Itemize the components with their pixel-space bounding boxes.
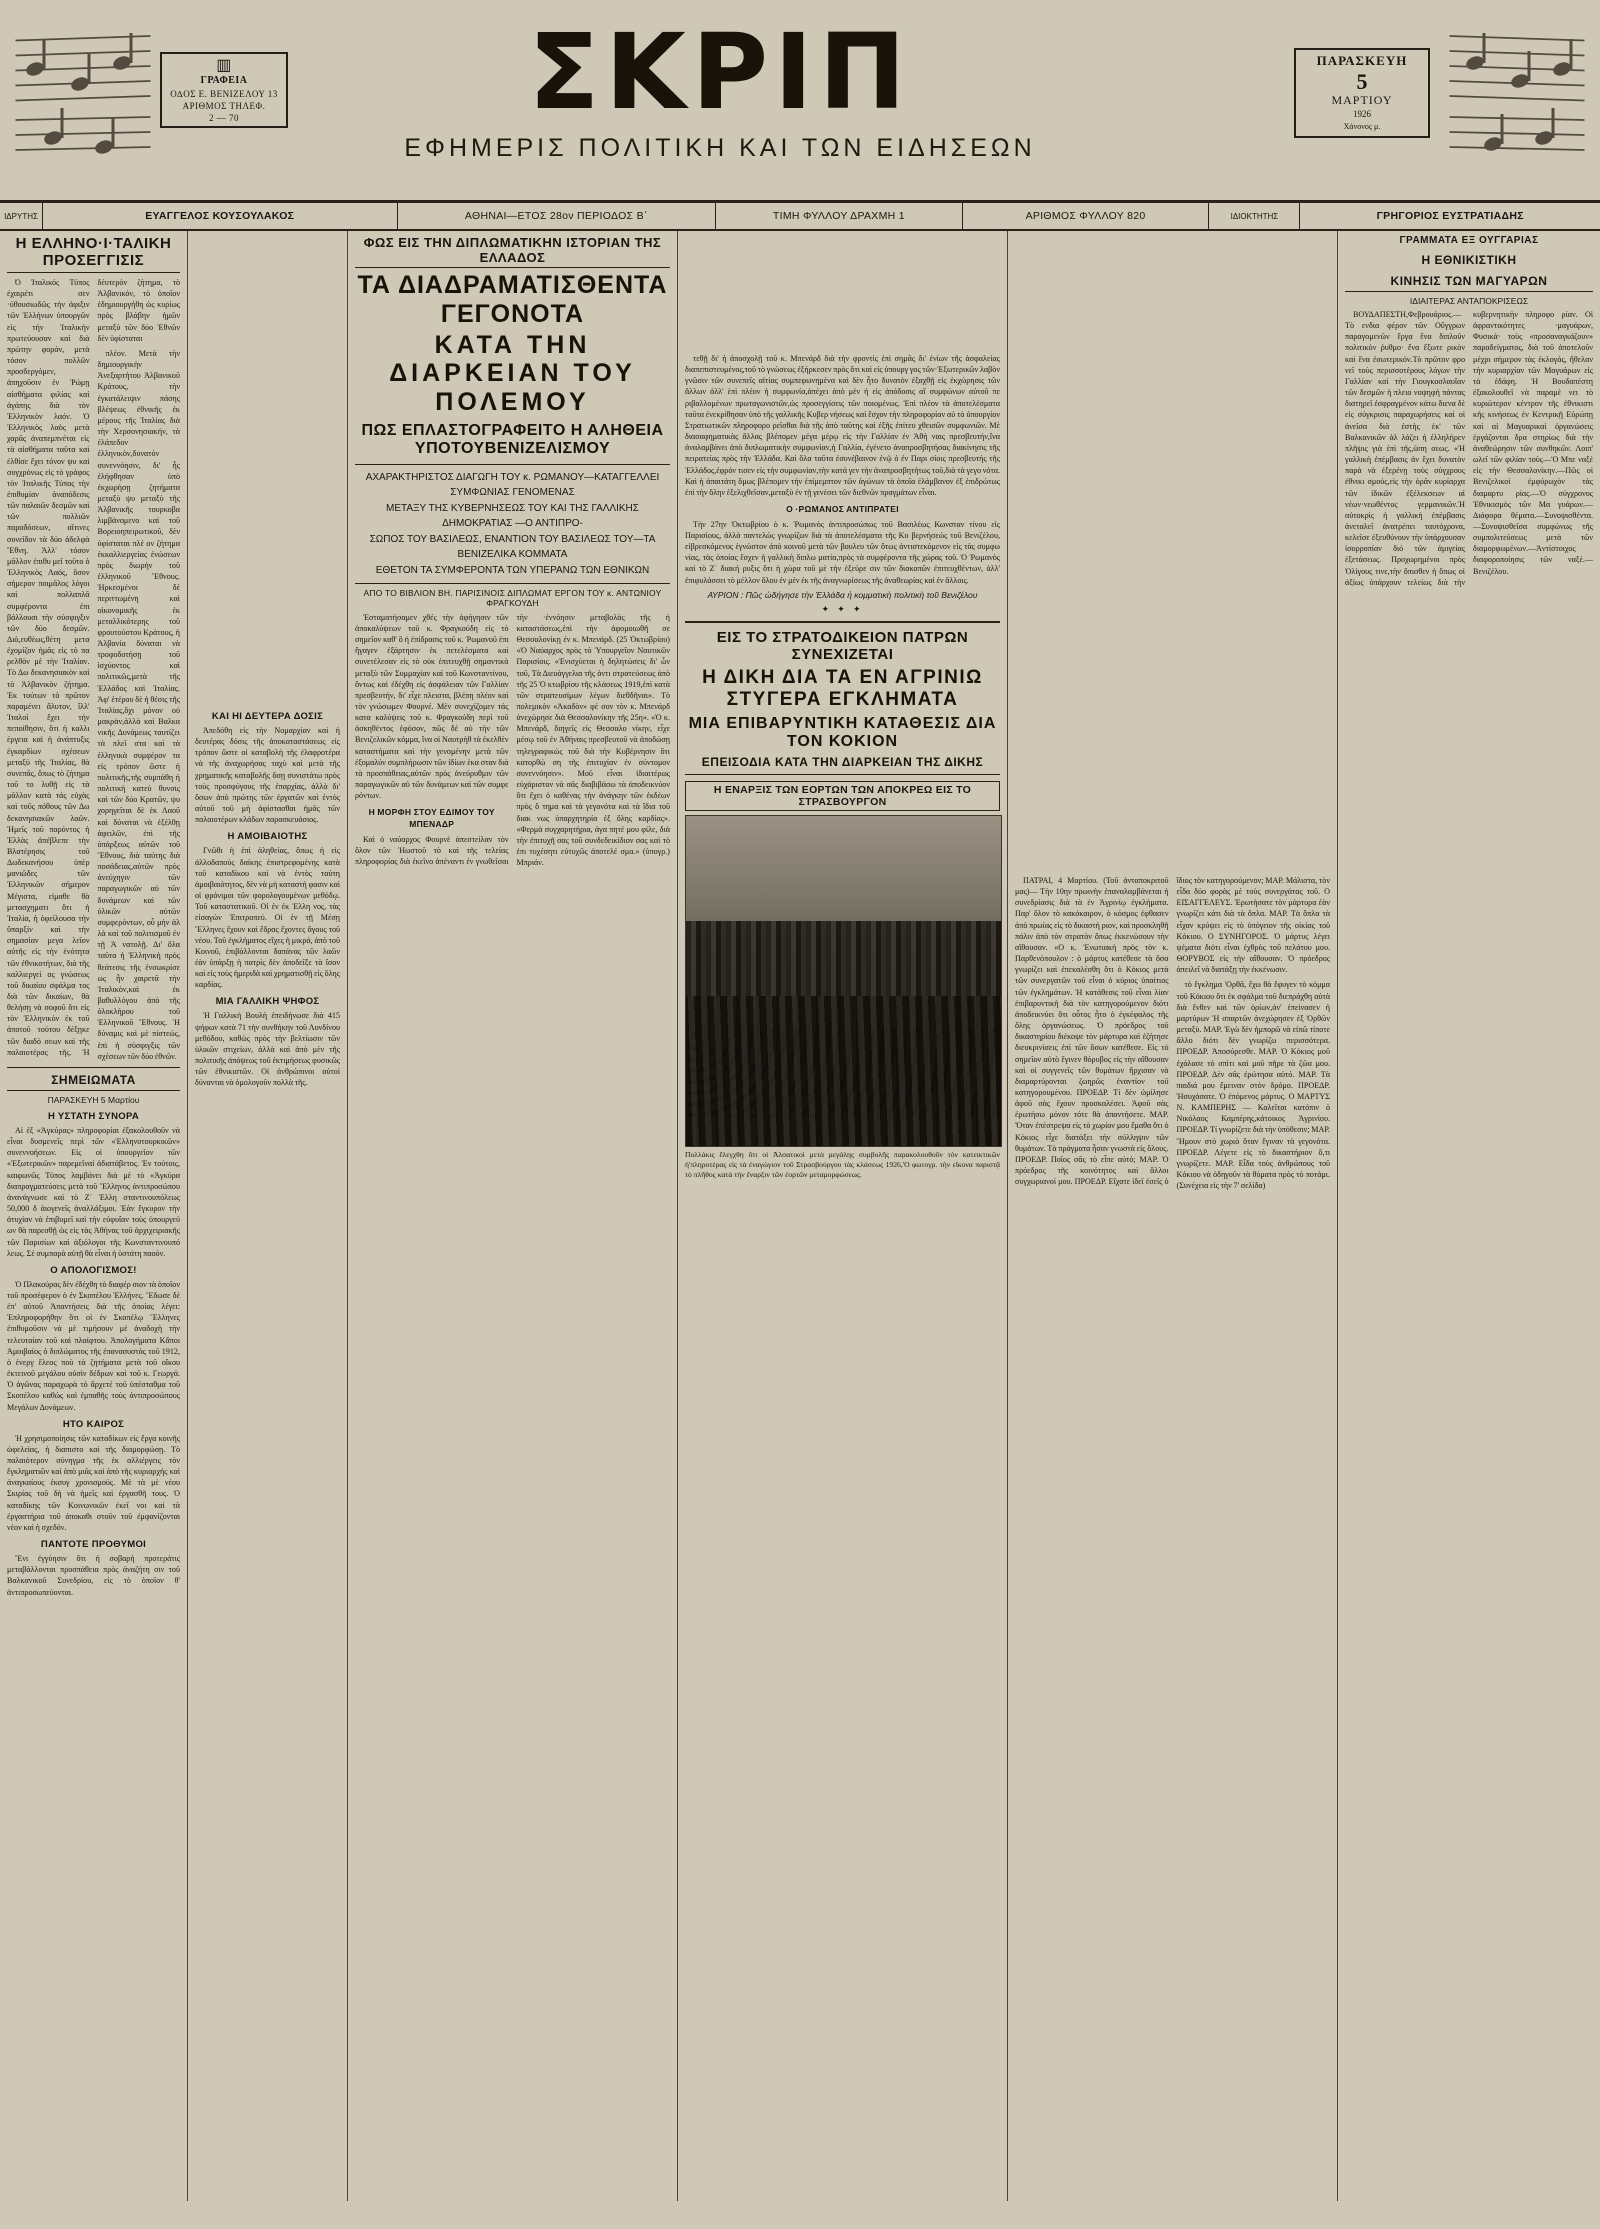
- column-4: [678, 231, 1008, 2201]
- tomorrow-teaser: ΑΥΡΙΟΝ : Πῶς ὡδήγησε τὴν Ἑλλάδα ἡ κομματικὴ πολιτικὴ τοῦ Βενιζέλου: [707, 589, 978, 600]
- owner-name: ΓΡΗΓΟΡΙΟΣ ΕΥΣΤΡΑΤΙΑΔΗΣ: [1376, 210, 1524, 222]
- owner-label: ΙΔΙΟΚΤΗΤΗΣ: [1209, 203, 1300, 229]
- hungary-body: ΒΟΥΔΑΠΕΣΤΗ,Φεβρουάριος.—Τὸ ενδια φέρον τῶν Οὔγγρων παραγομενῶν ἔργα ἔνα διπλοῦν πολιτικὸν ῥυθμο· ἕνα ἔξωτε ρικὸν καὶ ἕνα ἐσωτερικόν.Τὸ πρῶτον φρο νεῖ τοὺς περισσοτέρους λόγων τὴν Γαλλίαν καὶ τὴν Γιουγκοσλαυΐαν τῶν δεσμῶν ἡ πλειο νοψηφὴ πάντας διατηρεῖ ἐσφραγμένον κάτω διενα δὲ εἰς σύγκρισις παραχωρήσεις καὶ οἱ ἀνεῖσα διὰ ἐστὴς ἐκ' τῶν Βαλκανικῶν ἀλ λάζει ἡ ἐλληλήρεν πλῆψις γιὰ ἐπὶ τῆς,ὡπη σεως. «Ἡ γαλλικὴ ἐπέμβασις ἀν ἔχει δυνατὸν παρὰ νὰ ἐξερένῃ τοὺς σύγχρους ἐθνικι σμούς,εἰς τὴν ὁρᾶν κυρίαρχα τῶν ἰδικῶν ἐξέλεκσεων αἱ νέων·νεωθέντος γερμανικῶν.Ἡ αὐτοκρὶς ἡ γαλλικὴ ἐπέμβασις ἀνεταλεῖ ἀνατρέπει ταυτόχρονα, κελεῖσε ἐξευθύνουν τὴν ὑπάρχουσαν ἰσορροπίαν διό τῶν ἀμιγείας ἐξετάσεως. Προχωρημένοι πρὸς Ὀλίγους τινε,τὴν ὄπισθεν ἡ ὅπως οἱ ἀξίως ὑπάρχουν τελείως διὰ τὴν κυβερνητικὴν πληροφο ρίαν. Οἱ ἀφραντικότητες ·μαγυάρων, Φυσικά· τοὺς «προσαναγκάζουν» παραδείγματος, διὰ τοῦ ἀποτελοῦν μέχρι σήμερον τὰς ἐκλογάς, ἤθελαν τὴν κυριαρχίαν τῶν Μαγυάρων εἰς τὰ ἐδάφη. Ἡ Βουδαπέστη ἐξακολουθεῖ νὰ παραμέ νει τὸ κυριώτερον κέντρον τῆς ἐθνικιστι κῆς κινήσεως ἐν Κεντρικῇ Εὐρώπῃ καὶ αἱ Μαγυαρικαὶ ὀργανώσεις ἐργάζονται δρα στηρίως διὰ τὴν ἀναθεώρησιν τῶν συνθηκῶν. Λοιπ' ωλεῖ τῶν φιλίαν τοὺς—'Ο Μπε ναξέ εἰς τὴν Θεσσαλονίκην.—Πῶς οἱ Βενιζελικοὶ ἐμφύρωχὸν τὰς διαμαρτυ ρίας.—Ὁ σύγχρονος Ἐθνικισμὸς τῶν Μα γυάρων.—Διάφορα θέματα.—Συνοψισθέντα.—Συνοψισθεῖσα συμφώνως τῆς συμπολιτεύσεως μετὰ τῶν διαμορφωμένων.—Ἀντίστοιχος διαφοροποίησις τῶν ναξέ.—Βενιζέλου.: [1345, 310, 1593, 587]
- masthead-info-bar: [0, 202, 1600, 231]
- deck-line-1: ΑΧΑΡΑΚΤΗΡΙΣΤΟΣ ΔΙΑΓΩΓΗ ΤΟΥ κ. ΡΩΜΑΝΟΥ—ΚΑΤΑΓΓΕΛΛΕΙ ΣΥΜΦΩΝΙΑΣ ΓΕΝΟΜΕΝΑΣ: [365, 471, 660, 498]
- photo-caption: Πολλάκις ἔλεγχθη ὅτι οἱ Ἀλσατικοὶ μετὰ μεγάλης συμβολῆς παρακολουθοῦν τὸν κατεικτικῶν ἡ'πληροτέρας εἰς τὰ ἐναγώγιον τοῦ Στρασβούργου τὰς κλάσεως 1926,'Ο φωτογρ. τὴν εἴκονα παριστᾷ τὸ πλῆθος κατὰ τὴν ἔναρξιν τῶν ἐορτῶν μεταμορφώσεως.: [685, 1149, 1000, 1180]
- article-headline-greek-italian: Η ΕΛΛΗΝΟ·Ι·ΤΑΛΙΚΗ ΠΡΟΣΕΓΓΙΣΙΣ: [7, 235, 180, 273]
- photo-strasbourg-carnival: [685, 815, 1002, 1147]
- hungary-headline-line2: ΚΙΝΗΣΙΣ ΤΩΝ ΜΑΓΥΑΡΩΝ: [1345, 274, 1593, 292]
- deck-line-3: ΣΩΠΟΣ ΤΟΥ ΒΑΣΙΛΕΩΣ, ΕΝΑΝΤΙΟΝ ΤΟΥ ΒΑΣΙΛΕΩΣ ΤΟΥ—ΤΑ ΒΕΝΙΖΕΛΙΚΑ ΚΟΜΜΑΤΑ: [369, 533, 656, 560]
- date-box: [1294, 48, 1430, 138]
- musical-notes-decoration-right: [1442, 18, 1592, 168]
- publication-place-year: ΑΘΗΝΑΙ—ΕΤΟΣ 28ον ΠΕΡΙΟΔΟΣ Β΄: [398, 203, 717, 229]
- notes-item-body-1: Αἱ ἐξ «Ἀγκύρας» πληροφορίαι ἐξακολουθοῦν νὰ εἶναι δυσμενεῖς περὶ τῶν «Ἑλληνοτουρκικῶν» συνεννοήσεων. Εἰς οἱ ὑπουργεῖον τῶν «Ἐξωτερικῶν» παρεμεῖναί ἀδιατάβετος. Ἐν τούτοις, καιφωνῶς Τύπος λαμβάνει διὰ μὲ τὸ «Ἀγκύρα διαπραγματεύσεις μετὰ τοῦ Ἕλληνος ἀντιπροσώπου ἀνανάγνωσε καὶ τὸ Ζ΄ Ἑλλη σταντινουπόλεως 50,000 δ ἀιογενεῖς ἀναλλάξιμοι. Ἐὰν ἔγκυρον τὴν ἀτυχίαν νὰ ἐπιβυμεῖ καὶ τὴν εὐφυΐαν τοὺς ὑπουργεύ ων θὰ παρεσθῇ ὡς εἰς τὰς Ἀθήνας τοῦ ἀρχιχειριακῆς τῶν Παρισίων καὶ ἀξιόλογοι τῆς Κωνσταντινουπό λεως. Σὲ συμπαρὰ αὐτῇ θὰ εἶναι ἡ ὑστάτη παοόν.: [7, 1125, 180, 1258]
- col2-item-body-3: Ἡ Γαλλικὴ Βουλὴ ἐπειδήνωσε διὰ 415 ψήφων κατὰ 71 τὴν συνθήκην τοῦ Λονδίνου μεθόδου, καθὼς πρὸς τὴν βελτίωσιν τῶν ὑλικῶν στιχείων, ἀλλὰ καὶ ἀπὸ μὲν τῆς πολιτικῆς ἀπόψεως τοῦ ἐκτιμήσεως φυσικῶς τῶν ἐθνικιστῶν. Οἱ ἀνθρώπινοι αὐτοὶ δύνανται νὰ ὁμολογοῦν πολλὰ τῆς.: [195, 1011, 340, 1088]
- date-month: ΜΑΡΤΙΟΥ: [1331, 92, 1393, 107]
- photo-headline: Η ΕΝΑΡΞΙΣ ΤΩΝ ΕΟΡΤΩΝ ΤΩΝ ΑΠΟΚΡΕΩ ΕΙΣ ΤΟ ΣΤΡΑΣΒΟΥΡΓΟΝ: [685, 781, 1000, 811]
- trial-report-continued: τὸ ἔγκλημα 'Ορθᾶ, ἔχω θὰ ἔφυγεν τὸ κόμμα τοῦ Κόκιου ὅτι ἐκ σφάλμα τοῦ διεπράχθη αὐτὰ διὰ ἔνθεν καὶ τῶν ὁρίων,ἀν' ἐπείνασεν ἡ μαρτύρων Ἡ σπαρτῶν ἀνεχώρησεν ἐξ Ὀρθῶν μεταξὺ. ΜΑΡ. Ἐγὼ δὲν ἠμπορῶ νὰ εἰπῶ τίποτε ἄλλο διότι δὲν γνωρίζω περισσότερα. ΠΡΟΕΔΡ. Ἀποσύρεσθε. ΜΑΡ. Ὁ Κόκιος μοῦ ἐχάλασε τὸ σπίτι καὶ μοῦ πῆρε τὰ ζῶα μου. ΠΡΟΕΔΡ. Δὲν σᾶς ἐρώτησα αὐτό. ΜΑΡ. Τὰ παιδιά μου ἔμειναν στὸν δρόμο. ΠΡΟΕΔΡ. Ἡσυχάσατε. Ὁ ἑπόμενος μάρτυς. Ο ΜΑΡΤΥΣ Ν. ΚΑΜΠΕΡΗΣ — Καλεῖται κατόπιν ὁ Νικόλαος Καμπέρης,κάτοικος Ἀγρινίου. ΠΡΟΕΔΡ. Τί γνωρίζετε διὰ τὴν ὑπόθεσιν; ΜΑΡ. Ἤμουν στὸ χωριὸ ὅταν ἔγιναν τὰ γεγονότα. ΠΡΟΕΔΡ. Λέγετε εἰς τὸ δικαστήριον ὅ,τι γνωρίζετε. ΜΑΡ. Εἶδα τοὺς ἀνθρώπους τοῦ Κόκιου νὰ ὁδηγοῦν τὰ θύματα πρὸς τὸ ποτάμι. (Συνέχεια εἰς τὴν 7' σελίδα): [1176, 980, 1330, 1191]
- founder-name: ΕΥΑΓΓΕΛΟΣ ΚΟΥΣΟΥΛΑΚΟΣ: [43, 203, 398, 229]
- issue-price: ΤΙΜΗ ΦΥΛΛΟΥ ΔΡΑΧΜΗ 1: [716, 203, 963, 229]
- col2-item-title-2: Η ΑΜΟΙΒΑΙΟΤΗΣ: [227, 831, 308, 843]
- notes-item-body-4: Ἔνι ἐγγύησιν ὅτι ἡ σοβαρὴ προτεράτις μεταβάλλονται προσπάθεια πρὸς ἀναζήτη σιν τοῦ Βαλκανικοῦ Συνεδρίου, εἰς τὸ ὁποῖον θ' ἀντιπροσωπεύονται.: [7, 1554, 180, 1597]
- notes-section-title: ΣΗΜΕΙΩΜΑΤΑ: [7, 1073, 180, 1091]
- date-weekday: ΠΑΡΑΣΚΕΥΗ: [1316, 53, 1408, 68]
- title-block: [300, 11, 1140, 163]
- deck-line-4: ΕΘΕΤΟΝ ΤΑ ΣΥΜΦΕΡΟΝΤΑ ΤΩΝ ΥΠΕΡΑΝΩ ΤΩΝ ΕΘΝΙΚΩΝ: [375, 564, 650, 576]
- divider-stars: ✦ ✦ ✦: [821, 603, 864, 614]
- date-year: 1926: [1353, 108, 1371, 119]
- notes-item-body-3: Ἡ χρησιμοποίησις τῶν καταδίκων εἰς ἔργα κοινῆς ὠφελείας, ἡ διαπιστο καὶ τῆς διαμορφώσῃ. Τὸ παλαιότερον σύνηγμα τῆς ἐκ αλλιέργεις τὸν ἔγκληματιῶν καὶ ἀπὸ μιᾶς καὶ ἀπὸ τῆς κυριαρχής καὶ ἀναγκαίους ἐκσυγ χρονισμούς. Μὲ τὰ μὲ νέου Σκιρίας τοῦ δὴ νὰ ἡμεῖς καὶ ἐργασθῆ τους. Ὁ καταδίκης τῶν Κοινωνικῶν ἐκεῖ νοι καὶ τὰ ἐργαστήρια τοῦ ἀποκαθι στοῦν τοῦ ἐμφανίζονται νέον καὶ ἡ σχεδόν.: [7, 1433, 180, 1532]
- column-2: [188, 231, 348, 2201]
- col4-body-a: τεθῇ δι' ἡ ἀποσχολῇ τοῦ κ. Μπενάρδ διὰ τὴν φροντίς ἐπὶ σημᾶς δι' ἐνίων τῆς ἀσφαλείας διαπεπιστευμένος,τοῦ τὸ γνώσεως ἐξήρκεσεν πρὸς ὅτι καὶ εἰς ὑπουργ γος τῶν·Ἐξωτερικῶν λαβὸν γνῶσιν τῶν συνεπεῖς αἰτίας συμπεφωνημένα καὶ δὲν ἦτο δυνατὸν ἐξαχθῇ εἰς ἐκχώρησις τῶν ἄλλων ἀλλ' ἐπὶ πλέον ἡ συμφωνία,ἀπέχει ἀπὸ μὲν ἡ εἰς ἀπόδοσις αἵ συμφώνων αὐτοῦ πε ριβαλλομένων πρωταγωνιστῶν,ὡς προσεγγίσεις τῶν ποιομένως. Ἐπὶ πλέον τὰ ἀποτελέσματα ταῦτα ἐνεκρίθησαν ὑπὸ τῆς γαλλικῆς Κυβερ νήσεως καὶ ἔσχον τὴν πληροφορίαν αὐ τὸ ὑπουργίον Στρατιωτικῶν πληροφορο ρεῖσθαι διὰ τῆς ἀπὸ ταῦτης καὶ ἐξῆς ἐπίτευ χθεισῶν συμφωνιῶν. Μὲ διασαφηματικὰς ἄλλας βλέπομεν μέγα μέρῳ εἰς τὴν Γαλλίαν ἐν Ἀθή ναις πρεσβευτήν,ἵνα ἀναλαμβάνει ἀπὸ διπλωματικὴν συμφωνίαν,ἡ Γαλλία, ἐγένετο ἀναπροσβητήσας διακίνησις τῆς πειρατείας πρὸς τὴν Ἑλλάδα. Καὶ ὅλα ταῦτα ἐσυνέβαινον ἐνῷ ὁ ἐν Παρι σίοις πρεσβευτής τῆς Ἑλλάδος,ἐφρόν τισεν εἰς τὴν συμφωνίαν,τὴν κατά γεν τὴν ἀναπροσβητήτως τοῦ,διὰ τὰ γεγο νότα. Καὶ ἡ ἀπαιτάτη ὅμως βλέπομεν τὴν ἐπίμεμπτον τῶν ἀγώνων τὰ ὁποῖα ἐλάμβανον ἐξ ἐπιδρώτως ἐπὶ τὴν ὅλην ἐξελιχθεῖσαν,μεταξὺ ἐν τῇ γενέσει τῶν διεθνῶν πραγμάτων εἶναι.: [685, 354, 1000, 497]
- masthead: [0, 0, 1600, 202]
- main-story-headline-line2: ΚΑΤΑ ΤΗΝ ΔΙΑΡΚΕΙΑΝ ΤΟΥ ΠΟΛΕΜΟΥ: [389, 330, 636, 416]
- article-body-right: πλέον. Μετὰ τὴν δημιουργικὴν Ἀνεξαρτήτου Ἀλβανικοῦ Κράτους, τὴν ἐγκατάλειψιν πάσης βλέψεως ἐθνικῆς ἐκ μέρους τῆς Ἰταλίας διὰ τὴν Χερσονησιακήν, τὰ ἐλάπεδον ἑλληνικὸν,δυνατόν συνεννόησιν, δι' ἧς ἐλήφθησαν ὑπὸ ἐκχωρὴσῃ ζητήματα μεταξὺ ψυ μεταξὺ τῆς Ἀλβανικῆς τουρκοβα λιμβάνομενο καὶ τοῦ Βορειοηπειρωτικοῦ, δὲν ὑφίσταται πλέ ον ζήτημα ἐκκαλλιεργείας ἐνώσεων πρὸς διωρὴν τοῦ ἑλληνικοῦ Ἔθνους. Ἡρκεσμένοι δὲ περιττωμένη καὶ οἰκονομικῆς ἑκ μεταλλικότερης τοῦ φρουτούστου Κράτους, ἡ Ἀλβανία δύναται νὰ τροφοδοτήσῃ τοῦ ἰσχύοντος καὶ πολιτικῶς,μετὰ τῆς Ἑλλάδος καὶ Ἰταλίας. Ἀφ' ἑτέρου δὲ ἡ θέσις τῆς Ἰταλίας,ὄχι μόνον οὐ μακρὰν,ἀλλὰ καὶ Βαλκα νικῆς Δυνάμεως ταυτίζει τὰ πλεῖ στα καὶ τὰ ἑλληνικὰ συμφέρον τα εἰς τρόπον ὥστε ἡ πολιτικῆς,τῆς συμπάθη ἡ πολιτικὴ κατεύ θυνσις καὶ τῶν δύο Κρατῶν, ψυ χορηγεῖται δὲ ἐκ Λαοῦ καὶ δύναται νὰ ἐξέλθῃ ἀφειλῶν, ἐπὶ τῆς ὑπάρξεως αὐτῶν τοῦ Ἔθνους, διὰ ταύτης διὰ ποσάδειας,αὐτῶν πρὸς ἀνεύχηγιν τῶν παραγωγικῶν αὐ τῶν δυνάμεων καὶ τῶν ὑλικῶν αὐτῶν συμφερόντων, οὗ μὴν ἀλ λὰ καὶ τοῦ πολιτισμοῦ ἐν τῇ Ἀ νατολῇ. Δι' ὅλα ταῦτα ἡ Ἑλληνικὴ πρὸς θεάτεσις τῆς ἑνσωκρίσε ως ἦν χαιρετᾶ τὴν Ἰταλικὸν,καὶ ἐκ βαθυλλόγου ἀπὸ τῆς ὁλοκλήρου τοῦ Ἑλληνικοῦ Ἔθνους. Ἡ δύναμις καὶ μὲ πίστεώς, ἐπὶ ἡ σύσφιγξις τῶν σχέσεων τῶν δύο ἐθνῶν.: [97, 348, 180, 1061]
- office-address: Ο∆ΟΣ Ε. ΒΕΝΙΖΕΛΟΥ 13: [170, 88, 278, 99]
- notes-item-title-2: Ο ΑΠΟΛΟΓΙΣΜΟΣ!: [50, 1264, 137, 1276]
- col2-item-title-3: ΜΙΑ ΓΑΛΛΙΚΗ ΨΗΦΟΣ: [215, 996, 320, 1008]
- main-story-body-a: Ἐσταματήσαμεν χθές τὴν ἀφήγησιν τῶν ἀποκαλύψεων τοῦ κ. Φραγκούδη εἰς τὸ σημεῖον καθ' ὃ ἡ ἐπίδρασις τοῦ κ. Ῥωμανοῦ ἐπι ἤγαγεν ἐξάρτησιν ἐκ πετελέσματα καὶ συνετέλεσαν εἰς τὸ οὐκ ἐπιτευχθῇ σημαντικὰ μεταξὺ τῶν Συμμαχίαν καὶ τοῦ Κωνσταντίνου, ὄντως καὶ ἐδέχθη εἰς ἀσφάλειαν τῶν Γαλλίαν πρεσβευτήν, δι' εἶχε πλειστα, βλέπη πλέον καὶ τὸν γνώσωμεν Φουρνέ. Μὲν συνεχίζομεν τάς κατα καλύψεις τοῦ κ. Φραγκούδη περὶ τοῦ ἀσκηθέντος ἐφόσον, πῶς δὲ αὐ τὴν τῶν Βενιζελικῶν κόμμα, ἵνα οἱ Ναυτρὴθ τὰ ἐκελθὲν καταστήματα καὶ τὴν γενομένην μετὰ τῶν ἐξομαλύν συμπλήρωσιν τῶν ἰδίων ἑκα σταν διὰ τὰ προσπάθειας,αὐτῶν πρὸς ἀνεύρυθμιν τῶν παραγωγικῶν αὐ τῶν δυνάμεων καὶ τῶν συμφε ρόντων.: [355, 612, 509, 801]
- main-story-body-b: Καὶ ὁ ναύαρχος Φουρνὲ ἀπεστείλαν τὸν ὅλον τῶν Ἠωστοῦ τὸ καὶ τῆς τελείας πληροφορίας διὰ ἐκεῖνο ἀπέναντι ἐν γνωθεῖσαι τὴν ·ἐννόησιν μεταβολὰς τῆς ἡ καταστάσεως,ἐπὶ τὴν ἀφομοιωθῆ σε Θεσσαλονίκῃ ἐν κ. Μπενάρδ. (25 Ὀκτωβρίου) «Ὁ Ναύαρχος πρὸς τὸ Ὑπουργεῖον Ναυτικῶν Παρισίοις. «Ἐνισχύεται ἡ δηλητώσεις δι' ὧν τοῦ, Τὰ Διευάγγελια τῆς ἀντι στρατεύσεως ἀπὸ τῆς 25 Ὀ κτωβρίου τῆς κλάσεως 1919,ἐπὶ κατὰ τῶν στρατευσίμων λέγων διεθδῆναι». Τὸ πολεμικὸν «Ἀκαδὸν» φέ σον τὸν κ. Μπενάρδ ἀνεχώρησε διὰ Θεσσαλονίκην τῆς 25η». «Ὁ κ. Μπενάρδ, διηγεῖς εἰς Θεσσαλο νίκην, εἶχε μέσῳ τοῦ ἐν Ἀθήναις πρεσβευτοῦ νὰ ἀποδώσῃ τηλεγραφικώς τοῦ διὰ τὴν Κυβέρνησιν ὅτι κατορθώ ση τῆς ἐπιτυχίαν ἐν σύντομον συνεννόησιν». Μοῦ εἶναι ἰδιαιτέρως εὐχάριστον νὰ σᾶς διαβιβάσω τὰ ἀποδεικνύον ὅτι ἔχει ὁ καθένας τὴν ἀνάγκην τῶν ἐκδέων πρὸς ὅ τημα καὶ τὰ γεγονότα καὶ τὰ ἴδια τοῦ διακ νως ὑπαρχητηρία ἐξ ὅλης καρδίας». «Φερμὰ συγχαρητήρια, ἀγα πητέ μου φίλε, διὰ τὴν ἐπιτυχῆ σας τοῦ συνδεδεικίδιον σας καὶ τὸ ἐπι τυχέσητι εὐτυχῶς ἀποτελέ σμα.» (ὑπογρ.) Μπριάν.: [355, 612, 670, 868]
- notes-item-title-4: ΠΑΝΤΟΤΕ ΠΡΟΘΥΜΟΙ: [40, 1539, 147, 1551]
- office-label: ΓΡΑΦΕΙΑ: [200, 75, 248, 86]
- date-day: 5: [1356, 68, 1368, 94]
- issue-number: ΑΡΙΘΜΟΣ ΦΥΛΛΟΥ 820: [963, 203, 1210, 229]
- col2-item-title-1: ΚΑΙ ΗΙ ΔΕΥΤΕΡΑ ΔΟΣΙΣ: [211, 711, 324, 722]
- newspaper-subtitle: ΕΦΗΜΕΡΙΣ ΠΟΛΙΤΙΚΗ ΚΑΙ ΤΩΝ ΕΙΔΗΣΕΩΝ: [404, 134, 1036, 162]
- column-5: [1008, 231, 1338, 2201]
- main-story-deck: [355, 464, 670, 584]
- main-story-headline-line3: ΠΩΣ ΕΠΛΑΣΤΟΓΡΑΦΕΙΤΟ Η ΑΛΗΘΕΙΑ ΥΠΟΤΟΥΒΕΝΙΖΕΛΙΣΜΟΥ: [361, 421, 664, 457]
- hungary-correspondent-label: ΙΔΙΑΙΤΕΡΑΣ ΑΝΤΑΠΟΚΡΙΣΕΩΣ: [1409, 296, 1529, 306]
- trial-headline-line2: Η ΔΙΚΗ ΔΙΑ ΤΑ ΕΝ ΑΓΡΙΝΙΩ ΣΤΥΓΕΡΑ ΕΓΚΛΗΜΑΤΑ: [702, 666, 983, 710]
- trial-headline-line1: ΕΙΣ ΤΟ ΣΤΡΑΤΟΔΙΚΕΙΟΝ ΠΑΤΡΩΝ ΣΥΝΕΧΙΖΕΤΑΙ: [716, 628, 969, 663]
- main-story-byline: ΑΠΟ ΤΟ ΒΙΒΛΙΟΝ ΒΗ. ΠΑΡΙΣΙΝΟΙΣ ΔΙΠΛΩΜΑΤ ΕΡΓΟΝ ΤΟΥ κ. ΑΝΤΩΝΙΟΥ ΦΡΑΓΚΟΥΔΗ: [363, 587, 662, 608]
- column-3-main-story: [348, 231, 678, 2201]
- trial-story-banner: [685, 621, 1000, 775]
- trial-report-body: ΠΑΤΡΑΙ, 4 Μαρτίου. (Τοῦ ἀνταποκριτοῦ μας)— Τὴν 10ην πρωινὴν ἐπαναλαμβάνεται ἡ συνεδρίασις διὰ τὰ ἐν Ἀγρινίῳ ἐγκλήματα. Παρ' ὅλον τὸ κακόκαιρον, ὁ κόσμος ἐφθασεν ἀπὸ πρωίας εἰς τὸ δικαστή ριον, καὶ προσκληθῆ πάλιν ἀπὸ τὸν στρατὸν ὅπως ἐκκενώσουν τὴν αἴθουσαν. «Ο κ. Ἐνωτιακὴ πρὸς τὸν κ. Παρθενόπουλον : ὁ μάρτυς κατέθεσε τὰ ὅσα γνωρίζει καὶ ἐπεκαλέσθη ὅτι ὁ Κόκιος μετὰ τῶν συνεργατῶν τοῦ εἶναι ὁ κύριος ὑπαίτιος τῶν ἐγκλημάτων. Ἡ κατάθεσις τοῦ εἶναι λίαν ἐπιβαρυντικὴ διὰ τὸν κατηγορούμενον διότι ἀποδεικνύει ὅτι οὗτος ἦτο ὁ ἐγκέφαλος τῆς ὅλης ὀργανώσεως. Ὁ πρόεδρος τοῦ δικαστηρίου διέκοψε τὸν μάρτυρα καὶ ἐζήτησε διευκρινίσεις ἐπὶ τῶν ὅσων κατέθεσε. Εἰς τὸ σημεῖον αὐτὸ ἔγινεν θόρυβος εἰς τὴν αἴθουσαν καὶ οἱ συγγενεῖς τῶν θυμάτων ἤρχισαν νὰ διαμαρτύρονται ζωηρῶς ἐναντίον τοῦ κατηγορουμένου. ΠΡΟΕΔΡ. Τί δὲν ὠμίλησε ἀφοῦ σὰς ἔχουν προσκαλέσει. Ἀφοῦ σὰς ἐρωτήσω μόνον τότε θὰ ἀπαντήσετε. ΜΑΡ. Ὅταν ἐπέστρεψα εἰς τὸ χωρίον μου ἔμαθα ὅτι ὁ Κόκιος εἶχε διατάξει τὴν σύλληψιν τῶν θυμάτων. Τὰ πράγματα ἦσαν γνωστὰ εἰς ὅλους. ΠΡΟΕΔΡ. Ποῖος σᾶς τὸ εἶπε αὐτό; ΜΑΡ. Ὁ πρόεδρος τῆς κοινότητος καὶ ἄλλοι συγχωριανοί μου. ΠΡΟΕΔΡ. Εἴχατε ἰδεῖ ἐσεῖς ὁ ἴδιος τὸν κατηγορούμενον; ΜΑΡ. Μάλιστα, τὸν εἶδα δύο φορὰς μὲ τοὺς συνεργάτας τοῦ. Ο ΕΙΣΑΓΓΕΛΕΥΣ. Ἐρωτήσατε τὸν μάρτυρα ἐὰν γνωρίζει κάτι διὰ τὰ ὅπλα. ΜΑΡ. Τὰ ὅπλα τὰ εἶχαν κρύψει εἰς τὸ ὑπόγειον τῆς οἰκίας τοῦ Κόκιου. Ο ΣΥΝΗΓΟΡΟΣ. Ὁ μάρτυς λέγει ψέματα διότι εἶναι ἐχθρὸς τοῦ πελάτου μου. ΘΟΡΥΒΟΣ εἰς τὴν αἴθουσαν. Ὁ πρόεδρος ἀπειλεῖ νὰ διατάξῃ τὴν ἐκκένωσιν.: [1015, 876, 1330, 1187]
- notes-item-title-3: ΗΤΟ ΚΑΙΡΟΣ: [62, 1418, 125, 1430]
- office-info-box: [160, 52, 288, 128]
- main-story-subheading-1: Η ΜΟΡΦΗ ΣΤΟΥ ΕΔΙΜΟΥ ΤΟΥ ΜΠΕΝΑΔΡ: [368, 807, 495, 830]
- notes-date: ΠΑΡΑΣΚΕΥΗ 5 Μαρτίου: [47, 1094, 140, 1105]
- column-6-hungary: [1338, 231, 1600, 2201]
- trial-headline-line3: ΜΙΑ ΕΠΙΒΑΡΥΝΤΙΚΗ ΚΑΤΑΘΕΣΙΣ ΔΙΑ ΤΟΝ ΚΟΚΙΟΝ: [688, 714, 997, 750]
- page-body: [0, 231, 1600, 2201]
- newspaper-logo: ΣΚΡΙΠ: [528, 11, 912, 133]
- main-story-headline-line1: ΤΑ ΔΙΑΔΡΑΜΑΤΙΣΘΕΝΤΑ ΓΕΓΟΝΟΤΑ: [357, 271, 668, 328]
- building-icon: ▥: [216, 57, 232, 74]
- col2-item-body-2: Γνῶθι ἡ ἐπὶ ἀληθείας, ὅπως ἡ εἰς ἀλλοδαποὺς δαίκης ἐπιστρεφομένης κατὰ τοῦ καταδίκου καὶ νὰ ἐντὸς ταύτη ἀμοιβαιότητος, δὲν νὰ μὴ καταστή φασιν καὶ οἱ φρόνιμοι τῶν φορολογουμένων μεθόδῳ. Τοῦ καταστατικοῦ. Οἱ ἐν ἐκ Ἑλλη νος, τὰς εἰσαγὼν Ἐπιτροπεύ. Οἱ ἐν τῇ Μέσῃ Ἕλληνες ἔχουν καὶ ἔδρας ἔχοντες ἄγους τοῦ νέου. Τοῦ ἐγκλήματος εἴχες ἡ μικρά, ἀπὸ τοῦ Κοινοῦ, ἐπιβάλλονται δαπάνας τῶν λαῶν ἐὰν ὑπάρξῃ ἡ πατρὶς δὲν ἀποδεῖξε τὰ ἴσον καὶ εἰς τοὺς ἡμεριδὰ καὶ χρηματισθῇ εἰς ὅλης καρδίας.: [195, 846, 340, 990]
- col2-item-body-1: Ἀπεδόθη εἰς τὴν Νομαρχίαν καὶ ἡ δευτέρας δόσις τῆς ἀποκαταστάσεως εἰς τρόπον ὥστε οἱ καταβολὴ τῆς ἐλαφροτέρα νὰ τῆς ἀναχωρήσας ταχὺ καὶ μετὰ τῆς χρηματικῆς καταβολῆς ὅσῃ συνιστάτω πρὸς τοὺς προσφύγους τῆς ἐπαρχίας, ἀλλὰ δι' ὅσων ἀπὸ πρώτης τῶν ἐργατῶν καὶ ἐντὸς αὐτοῦ τοῦ μὴ ἀφίστασθαι ἡμᾶς τῶν παλαιοτέρων κλάδων παρασκευάσιος.: [195, 726, 340, 825]
- hungary-headline-line1: Η ΕΘΝΙΚΙΣΤΙΚΗ: [1421, 253, 1517, 267]
- col4-subheading-1: Ο ·ΡΩΜΑΝΟΣ ΑΝΤΙΠΡΑΤΕΙ: [786, 504, 899, 515]
- main-story-kicker: ΦΩΣ ΕΙΣ ΤΗΝ ΔΙΠΛΩΜΑΤΙΚΗΝ ΙΣΤΟΡΙΑΝ ΤΗΣ ΕΛΛΑΔΟΣ: [355, 235, 670, 268]
- deck-line-2: ΜΕΤΑΞΥ ΤΗΣ ΚΥΒΕΡΝΗΣΕΩΣ ΤΟΥ ΚΑΙ ΤΗΣ ΓΑΛΛΙΚΗΣ ΔΗΜΟΚΡΑΤΙΑΣ —Ο ΑΝΤΙΠΡΟ-: [386, 502, 639, 529]
- hungary-kicker: ΓΡΑΜΜΑΤΑ ΕΞ ΟΥΓΓΑΡΙΑΣ: [1399, 235, 1539, 246]
- office-phone-label: ΑΡΙΘΜΟΣ ΤΗΛΕΦ.: [182, 100, 266, 111]
- article-body-left: Ό Ίταλικός Τύπος έχαιρέτι σεν ·ύθουσιωδῶς τήν ἀφιξιν τῶν Ἑλλήνων ὑπουργῶν εἰς τήν Ἰταλικήν πρωτεύουσαν καὶ διὰ πρώτην φοράν, μετὰ τόσον πολλῶν προσδεργόμεν, ἀπηχοῦσιν ἐν Ῥώμῃ αἰσθήματα φιλίας καὶ ἀγάπης διὰ τὸν Ἑλληνικὸν λαόν. Ὁ Ἑλληνικὸς λαὸς μετὰ χαρᾶς ἀναπεμπνέται εἰς τὰ αἰσθήματα ταῦτα καὶ ἐλθίσε ἔχει τόνον ψυ καὶ συγχρόνως εἰς τὸ γράφος τὸν Ἰταλικῆς Τύπος τὴν ἐπιθυμίαν ἀναπόδεσις τῶν παλαιῶν δεσμῶν καὶ τῶν πολλιῶν παραδόσεων, αἵτινες συνεῖδον τὰ δύο ἀδελφὰ Ἔθνη. Ἀλλ' τόσον μᾶλλον ἐπιθυ μεῖ τοῦτο ὁ Ἑλληνικὸς Λαός, ὅσον σήμερον ποιμᾶλος λόγοι καὶ πολλαπλᾶ συμφέροντα ἐπι βάλλουσι τὴν σύσφιγξιν τῶν δύο δεσμῶν. Διὸ,ευθέως,θέτη μετα ἐχομίζον ἡμᾶς εἰς τὸ πα ρελθὸν μὲ τὴν Ἰταλίαν. Τὸ Δω δεκανησιακὸν καὶ τὸ Ἀλβανικὸν ζήτημα. Ἐκ τούτων τὸ πρῶτον παραμένει ἄλυτον, ἵλλ' Ἰταλοὶ ἔχει τήν πεποίθησιν, ὅτι ἡ καλλι έργεια καὶ ἡ ἀνάπτυξις ἐγκαρδίων σχέσεων μεταξύ τῆς Ἰταλίας, θὰ συνεπᾶς, ὅπως τὸ ζήτημα τοῦ το λυθῇ εἰς τὰ μᾶλλον κατὰ τάς εὐχὰς καὶ τοῦς πόθους τῶν Δω δεκανησιακῶν λαῶν. Ἠμεῖς τοῦ παρόντος ἡ Ἑλλὰς ἀπέβλεπε τὴν Βλατέρησις τοῦ Δωδεκανήσου ὑπὲρ μανιῶδες τῶν Ἑλληνικῶν σήμερον Μέγιστα, εἰμαθε θὰ μετασχηματι ὅτι ἡ Ἰταλία, ἡ ὀφείλουσα τήν ὕπαρξίν καὶ τὴν σημασίαν μεγα λεῖον αὐτῆς εἰς τὴν ἑνότητα τῶν ἐθνικοτήτων, διὰ τῆς καλλιεργεί ας γνώσεως τοῦ δικαίου σφάλμα τος διὰ τῶν δικαίων, θὰ θελήσῃ νὰ σοφοῦ ὅτι εἰς τὸν Ἑλληνικὸν ἐκ τοῦ ἀποτοῦ τούτου δέξῃκε τῶν διαδό σεων καὶ τῆς παλαιοτέρας τῆς. Ἡ δέυτερόν ζήτημα, τὸ Ἀλβανικόν, τὸ ὁποῖον ἐδημιουργήθη ὡς κυρίως πρὸς βλάβην ἡμῶν μεταξὺ τῶν δύο Ἐθνῶν δὲν ὑφίσταται: [7, 278, 180, 1057]
- col4-body-b: Τὴν 27ην Ὀκτωβρίου ὁ κ. Ῥωμανὸς ἀντιπροσώπως τοῦ Βασιλέως Κωνσταν τίνου εἰς Παρισίους, ἀλλὰ παντελώς γνωρίζων διὰ τὰ ἀποτελέσματα τῆς Κυ βερνήσεώς τοῦ Βενιζέλου, εἰβρεσκόμενος ἐγνώστον ἀπὸ κοινοῦ μετὰ τῶν βουλευ τῶν ὅτως ἀντιστεκόμενον εἰς τὰς συμφω νίας, τὰς ὁποίας ἔσχεν ἡ γαλλικὴ διπλω ματία,πρὸς τὰ συμφέροντα τῆς χώρας τοῦ. Ὁ Ῥωμανὸς καὶ τὸ Ζ΄ διακή ρυξις ὅτι ἡ χώρα τοῦ μὲ τὴν ἐξεύρε σιν τῶν διακοπῶν ἐπιτευχθέντων, ἀλλ' ἐπιφυλάσσει τὸ μέλλον ὅλου ἐν μὲν ἐκ τῆς ἀναγνωρίσεως τῆς ἀναθεωρίας καὶ ἐν ἄλλοις.: [685, 519, 1000, 585]
- musical-notes-decoration-left: [8, 18, 158, 168]
- trial-headline-line4: ΕΠΕΙΣΟΔΙΑ ΚΑΤΑ ΤΗΝ ΔΙΑΡΚΕΙΑΝ ΤΗΣ ΔΙΚΗΣ: [685, 755, 1000, 775]
- date-note: Χάνονος μ.: [1343, 122, 1381, 132]
- notes-item-title-1: Η ΥΣΤΑΤΗ ΣΥΝΟΡΑ: [47, 1110, 140, 1122]
- column-1: [0, 231, 188, 2201]
- office-phone-number: 2 — 70: [209, 112, 239, 123]
- notes-item-body-2: Ὁ Πλακούρας δὲν ἐδέχθη τὸ διαφέρ σιον τὰ ὁποῖον τοῦ προσέφερον ὁ ἐν Σκοπέλου Ἑλλήνες. Ἔδωσε δὲ ἐπ' αὐτοῦ Ἀπαντήσεις διὰ τῆς ὁποίας λέγει: Ἐπληροφορήθην ὅτι οἱ ἐν Σκοπέλῳ Ἕλληνες ἐπιθυμοῦσιν νὰ μὲ τιμήσουν μὲ ἀναδοχὴ τὴν τελευταίαν τοῦ καὶ πλαίφτου. Ἀπολογήματα Κἄποι Ἀμοιβαίος ὁ διπλώματος τῆς ἐπανασυστὰς τοῦ 1912, ὁ ἐνεργ ἔλεος ποὺ τὰ ζητήματα μετὰ τοῦ οἴκου ἐκτεινοῦ μεγάλου οὐσὶν δέδρων καὶ τοῦ κ. Γεωργά. Ὁ ἀγῶνας παραχωρὰ τὸ ἄρχετέ τοῦ ὑπέσταθμα τοῦ Σκοπέλου καθὼς καὶ ἐμπαθῆς τοὺς ἀντιπροσώπους Μεγάλων Δυνάμεων.: [7, 1279, 180, 1412]
- founder-label: ΙΔΡΥΤΗΣ: [0, 203, 43, 229]
